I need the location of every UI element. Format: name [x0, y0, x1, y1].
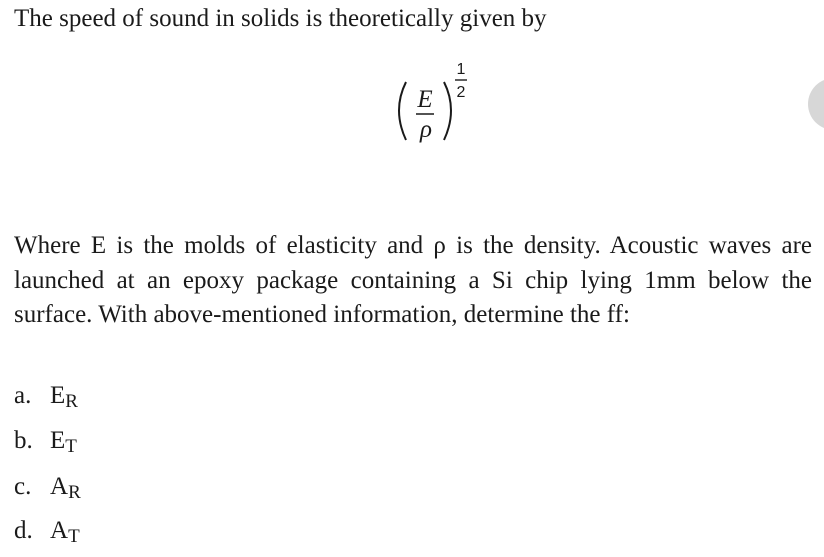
- option-subscript: T: [65, 436, 77, 457]
- option-c: [14, 471, 81, 505]
- option-letter: b.: [14, 427, 33, 454]
- option-b: [14, 425, 77, 459]
- option-letter: a.: [14, 382, 32, 409]
- option-letter: d.: [14, 517, 33, 544]
- option-subscript: R: [68, 482, 81, 503]
- option-d: [14, 515, 80, 549]
- question-intro: The speed of sound in solids is theoretically given by: [14, 5, 547, 32]
- option-symbol: E: [50, 382, 66, 409]
- option-subscript: R: [65, 391, 78, 412]
- option-a: [14, 380, 78, 414]
- side-scroll-button[interactable]: [808, 78, 824, 130]
- speed-formula: [388, 56, 488, 166]
- formula-right-paren: [444, 82, 451, 140]
- question-paragraph: Where E is the molds of elasticity and ρ is the density. Acoustic waves are launched at an epoxy package containing a Si chip lying 1mm below the surface. With above-mentioned information, determine the ff:: [14, 232, 812, 328]
- formula-denominator: ρ: [420, 116, 432, 143]
- option-symbol: A: [50, 517, 69, 544]
- formula-graphic: [388, 56, 488, 166]
- option-subscript: T: [68, 526, 80, 547]
- formula-numerator: E: [417, 86, 433, 113]
- option-symbol: E: [50, 427, 66, 454]
- formula-left-paren: [399, 82, 406, 140]
- formula-exponent-numerator: 1: [456, 61, 466, 78]
- option-symbol: A: [50, 473, 69, 500]
- formula-exponent-denominator: 2: [456, 84, 466, 101]
- option-letter: c.: [14, 473, 32, 500]
